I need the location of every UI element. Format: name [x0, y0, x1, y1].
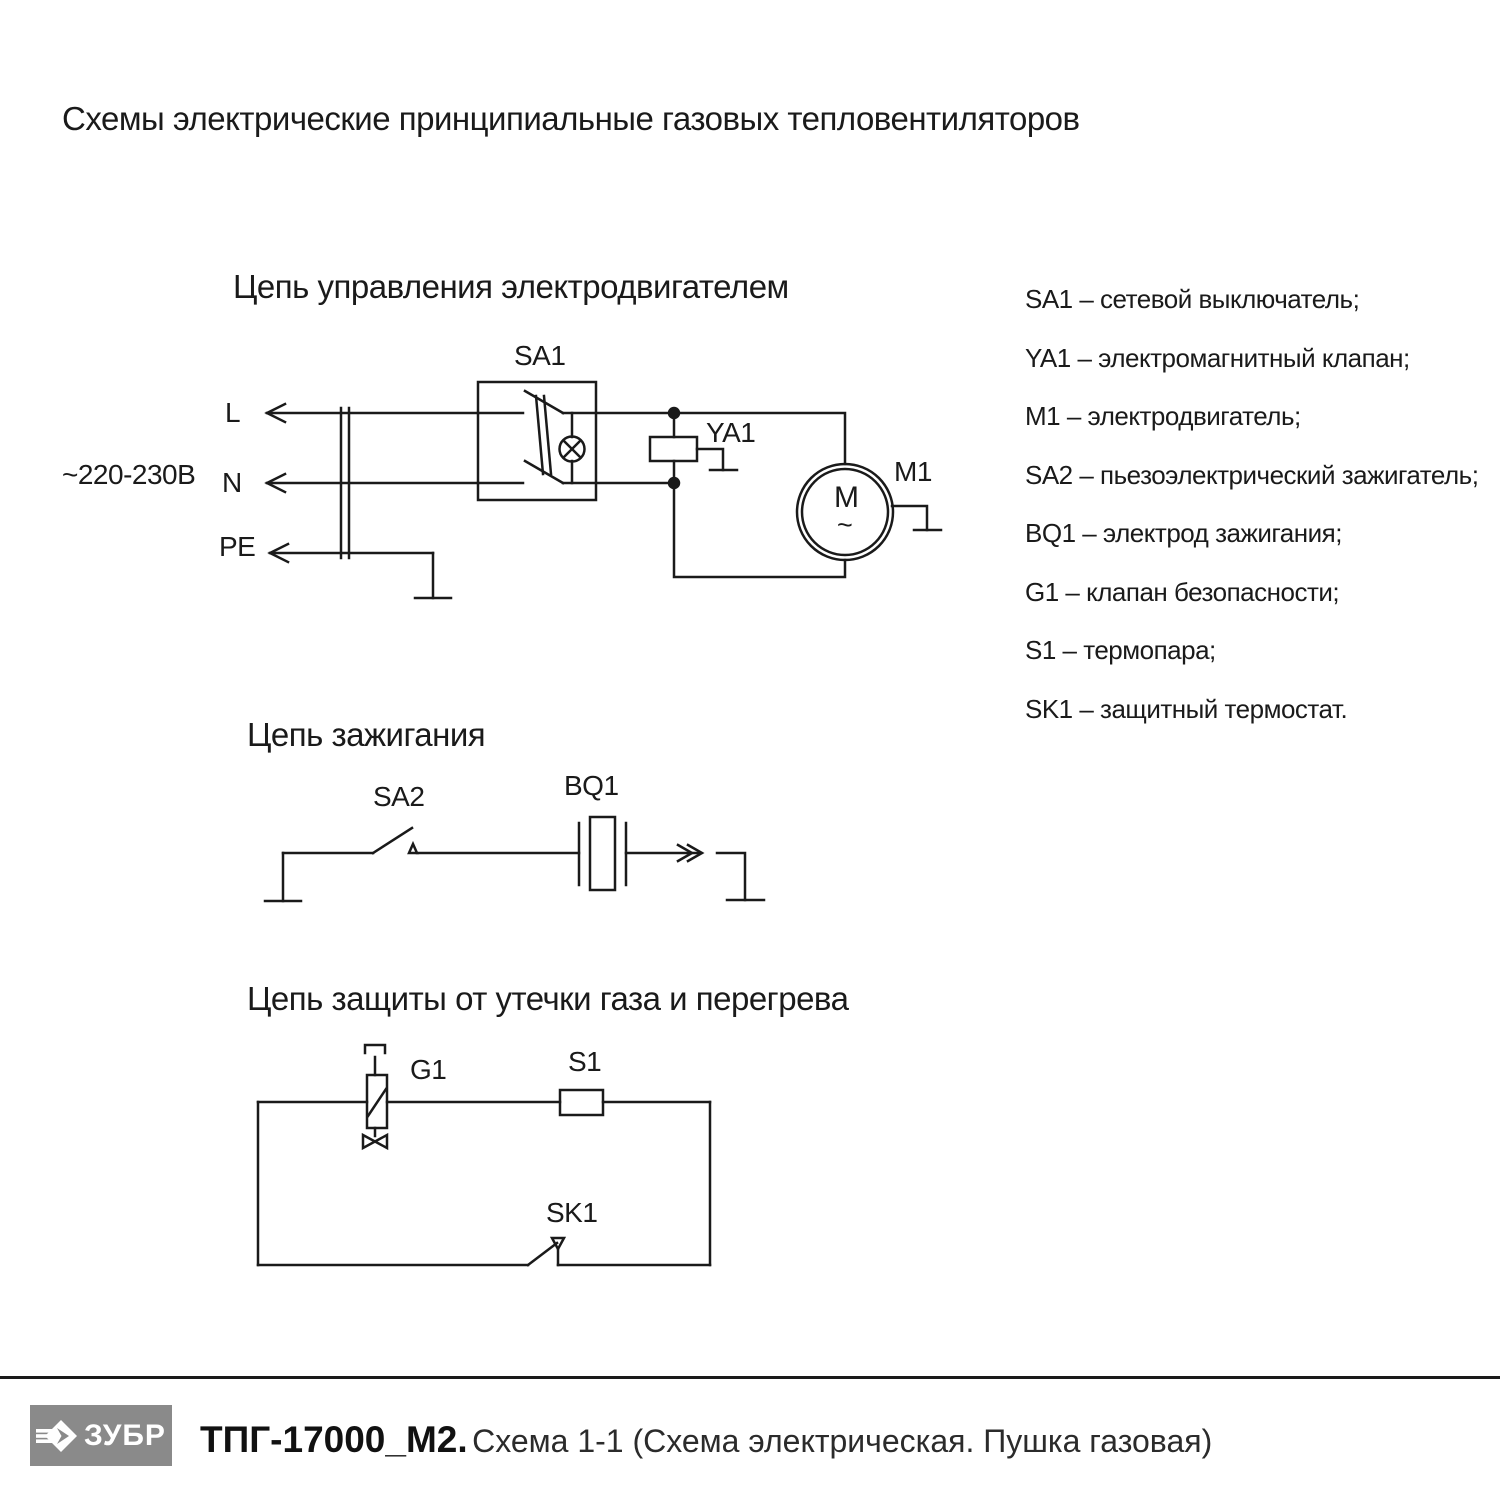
sa1-label: SA1	[514, 340, 566, 371]
brand-name: ЗУБР	[84, 1418, 166, 1452]
section-title-motor-control: Цепь управления электродвигателем	[233, 268, 789, 305]
zubr-logo	[30, 1405, 172, 1466]
legend-item: SA1 – сетевой выключатель;	[1025, 284, 1360, 314]
g1-valve-symbol	[363, 1045, 387, 1148]
motor-letter: M	[834, 481, 859, 514]
bq1-label: BQ1	[564, 770, 619, 801]
legend-item: BQ1 – электрод зажигания;	[1025, 518, 1342, 548]
line-l-label: L	[225, 397, 241, 428]
sk1-thermostat-symbol	[528, 1238, 564, 1265]
voltage-label: ~220-230В	[62, 459, 196, 490]
model-number: ТПГ-17000_М2.	[200, 1419, 468, 1460]
s1-label: S1	[568, 1046, 602, 1077]
line-pe-label: PE	[219, 531, 256, 562]
sk1-label: SK1	[546, 1197, 598, 1228]
bq1-piezo-symbol	[579, 817, 626, 890]
ground-icon	[265, 853, 301, 901]
legend-item: G1 – клапан безопасности;	[1025, 577, 1340, 607]
legend-item: YA1 – электромагнитный клапан;	[1025, 343, 1410, 373]
legend-item: S1 – термопара;	[1025, 635, 1216, 665]
legend-item: SK1 – защитный термостат.	[1025, 694, 1348, 724]
legend-item: SA2 – пьезоэлектрический зажигатель;	[1025, 460, 1479, 490]
indicator-lamp-icon	[560, 413, 585, 483]
page-title: Схемы электрические принципиальные газовых тепловентиляторов	[62, 100, 1080, 137]
scheme-caption: Схема 1-1 (Схема электрическая. Пушка газовая)	[472, 1423, 1213, 1459]
sa2-label: SA2	[373, 781, 425, 812]
section-title-ignition: Цепь зажигания	[247, 716, 486, 753]
section-title-protection: Цепь защиты от утечки газа и перегрева	[247, 980, 849, 1017]
m1-label: M1	[894, 456, 932, 487]
line-n-label: N	[222, 467, 242, 498]
g1-label: G1	[410, 1054, 447, 1085]
protection-circuit	[258, 1045, 710, 1265]
motor-ac-sign: ~	[837, 510, 853, 540]
zubr-arrow-icon	[36, 1419, 78, 1453]
footer-caption-row	[200, 1419, 1212, 1461]
ya1-label: YA1	[706, 417, 756, 448]
pe-ground-icon	[415, 553, 451, 598]
wire-top-run	[563, 413, 845, 464]
ya1-ground-icon	[697, 449, 737, 470]
s1-thermocouple-symbol	[560, 1090, 603, 1115]
legend-item: M1 – электродвигатель;	[1025, 401, 1301, 431]
electrode-ground-icon	[717, 853, 764, 900]
ignition-circuit	[265, 817, 764, 901]
sa2-switch-symbol	[373, 828, 417, 853]
motor-ground-icon	[892, 506, 941, 530]
footer-divider	[0, 1376, 1500, 1379]
